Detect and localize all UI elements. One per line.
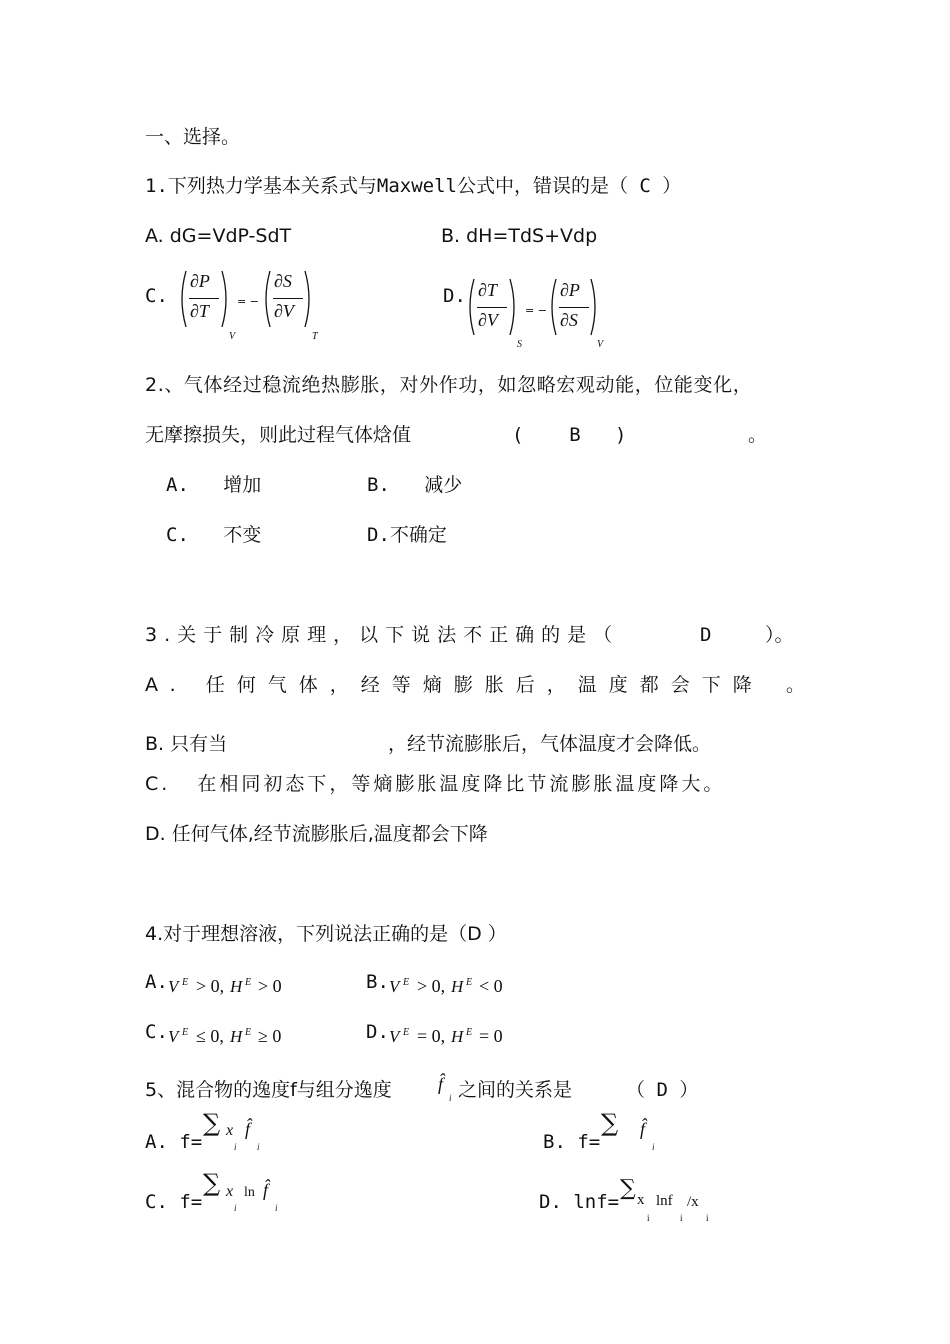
c-num1: ∂P xyxy=(190,271,210,291)
question-2-end: 。 xyxy=(748,424,768,446)
d-frac-line1 xyxy=(477,307,507,308)
relation-2: = 0 xyxy=(479,1026,503,1046)
c-den1: ∂T xyxy=(190,301,209,321)
v-symbol: V xyxy=(389,1027,400,1046)
v-symbol: V xyxy=(168,1027,179,1046)
c-frac-line2 xyxy=(273,298,303,299)
sum-symbol: ∑ xyxy=(203,1169,221,1197)
question-5-fhat: f̂ xyxy=(438,1074,444,1094)
fhat-symbol: f̂ xyxy=(640,1119,646,1139)
subscript-i: i xyxy=(234,1203,237,1213)
relation-1: ≤ 0, xyxy=(196,1026,229,1046)
question-1-stem: 1.下列热力学基本关系式与Maxwell公式中，错误的是（ C ） xyxy=(145,175,682,197)
question-5-stem-part1: 5、混合物的逸度f与组分逸度 xyxy=(145,1079,392,1101)
d-eq: = − xyxy=(525,304,547,317)
d-den2: ∂S xyxy=(560,310,578,330)
c-frac-line1 xyxy=(189,298,219,299)
h-symbol: H xyxy=(451,1027,464,1046)
sum-symbol: ∑ xyxy=(203,1109,221,1137)
question-3-answer: D xyxy=(700,624,712,646)
relation-1: > 0, xyxy=(417,976,450,996)
question-3-option-c: C. 在相同初态下，等熵膨胀温度降比节流膨胀温度降大。 xyxy=(145,773,726,795)
excess-superscript: E xyxy=(182,1027,189,1038)
excess-superscript: E xyxy=(245,977,252,988)
sum-symbol: ∑ xyxy=(620,1176,636,1201)
v-symbol: V xyxy=(389,977,400,996)
relation-1: = 0, xyxy=(417,1026,450,1046)
question-4-stem: 4.对于理想溶液，下列说法正确的是（D ） xyxy=(145,923,507,945)
question-2-option-d: D.不确定 xyxy=(367,524,447,546)
option-label: D. xyxy=(366,1021,389,1043)
h-symbol: H xyxy=(451,977,464,996)
subscript-i: i xyxy=(257,1142,260,1152)
relation-2: < 0 xyxy=(479,976,503,996)
relation-2: > 0 xyxy=(258,976,282,996)
fhat-symbol: f̂ xyxy=(245,1119,251,1139)
section-title: 一、选择。 xyxy=(145,126,241,148)
question-1-option-a: A. dG=VdP-SdT xyxy=(145,225,292,247)
d-sub2: V xyxy=(597,339,604,350)
question-1-option-b: B. dH=TdS+Vdp xyxy=(441,225,598,247)
option-label: B. xyxy=(366,971,389,993)
divide-x-symbol: /x xyxy=(687,1194,699,1210)
h-symbol: H xyxy=(230,1027,243,1046)
d-frac-line2 xyxy=(559,307,589,308)
c-eq: = − xyxy=(237,295,259,308)
c-sub2: T xyxy=(312,331,318,342)
x-symbol: x xyxy=(226,1122,234,1139)
question-2-stem-line2: 无摩擦损失，则此过程气体焓值 xyxy=(145,424,412,446)
excess-superscript: E xyxy=(466,977,473,988)
sum-symbol: ∑ xyxy=(601,1109,619,1137)
question-3-stem: 3.关于制冷原理，以下说法不正确的是（ xyxy=(145,624,620,646)
question-5-fhat-sub: i xyxy=(449,1093,452,1103)
subscript-i: i xyxy=(275,1203,278,1213)
subscript-i: i xyxy=(234,1142,237,1152)
option-label: A. xyxy=(145,971,168,993)
subscript-i: i xyxy=(652,1142,655,1152)
question-3-option-b-part1: B. 只有当 xyxy=(145,733,228,755)
question-1-option-d-label: D. xyxy=(443,285,466,307)
excess-superscript: E xyxy=(182,977,189,988)
question-3-option-d: D. 任何气体,经节流膨胀后,温度都会下降 xyxy=(145,823,488,845)
question-5-stem-part2: 之间的关系是 xyxy=(458,1079,573,1101)
question-2-option-c: C. 不变 xyxy=(166,524,262,546)
x-symbol: x xyxy=(637,1192,645,1208)
fhat-symbol: f̂ xyxy=(263,1180,269,1200)
question-2-stem-line1: 2.、气体经过稳流绝热膨胀，对外作功，如忽略宏观动能，位能变化， xyxy=(145,374,753,396)
subscript-i: i xyxy=(706,1213,709,1223)
option-label: C. f= xyxy=(145,1191,203,1213)
d-den1: ∂V xyxy=(478,310,498,330)
question-2-option-b: B. 减少 xyxy=(367,474,463,496)
d-num2: ∂P xyxy=(560,280,580,300)
lnf-symbol: lnf xyxy=(656,1193,673,1209)
option-label: A. f= xyxy=(145,1131,203,1153)
question-3-end: ）。 xyxy=(765,624,794,646)
d-sub1: S xyxy=(517,339,522,350)
h-symbol: H xyxy=(230,977,243,996)
question-1-option-c-label: C. xyxy=(145,285,168,307)
c-den2: ∂V xyxy=(274,301,294,321)
relation-1: > 0, xyxy=(196,976,229,996)
question-2-option-a: A. 增加 xyxy=(166,474,262,496)
c-sub1: V xyxy=(229,331,236,342)
excess-superscript: E xyxy=(403,1027,410,1038)
option-label: C. xyxy=(145,1021,168,1043)
relation-2: ≥ 0 xyxy=(258,1026,282,1046)
excess-superscript: E xyxy=(245,1027,252,1038)
excess-superscript: E xyxy=(466,1027,473,1038)
subscript-i: i xyxy=(647,1213,650,1223)
question-3-option-a: A. 任何气体，经等熵膨胀后，温度都会下降 xyxy=(145,674,764,696)
x-symbol: x xyxy=(226,1183,234,1200)
question-3-option-b-part2: ，经节流膨胀后，气体温度才会降低。 xyxy=(388,733,712,755)
question-3-option-a-end: 。 xyxy=(786,674,806,696)
v-symbol: V xyxy=(168,977,179,996)
option-label: B. f= xyxy=(543,1131,601,1153)
excess-superscript: E xyxy=(403,977,410,988)
d-num1: ∂T xyxy=(478,280,497,300)
ln-symbol: ln xyxy=(244,1185,255,1200)
question-5-answer: （ D ） xyxy=(626,1079,699,1101)
subscript-i: i xyxy=(680,1213,683,1223)
c-num2: ∂S xyxy=(274,271,292,291)
option-label: D. lnf= xyxy=(539,1191,620,1213)
question-2-answer: ( B ) xyxy=(512,424,627,446)
